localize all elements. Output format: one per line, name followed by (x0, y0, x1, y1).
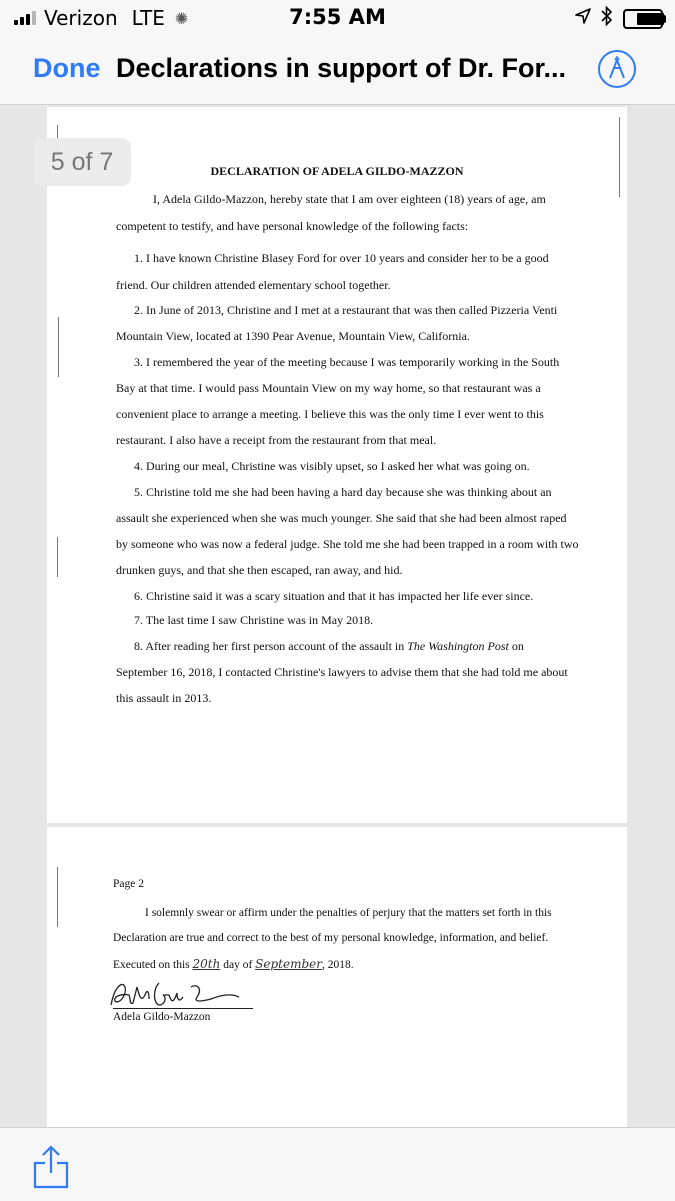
body-line: restaurant. I also have a receipt from the restaurant from that meal. (116, 433, 437, 447)
pdf-page (47, 107, 627, 823)
bottom-toolbar (0, 1127, 675, 1201)
body-line (134, 639, 524, 654)
signer-name: Adela Gildo-Mazzon (113, 1011, 211, 1023)
body-line: 7. The last time I saw Christine was in May 2018. (134, 613, 374, 627)
executed-line (113, 957, 354, 971)
body-line-text: 8. After reading her first person account of the assault in (134, 639, 405, 653)
declaration-heading: DECLARATION OF ADELA GILDO-MAZZON (210, 164, 464, 178)
body-line: 5. Christine told me she had been having a hard day because she was thinking about an (134, 485, 552, 499)
status-time: 7:55 AM (289, 5, 386, 29)
body-line: drunken guys, and that she then escaped, ran away, and hid. (116, 563, 403, 577)
network-type: LTE (131, 6, 165, 30)
executed-prefix: Executed on this (113, 959, 193, 971)
body-line: competent to testify, and have personal knowledge of the following facts: (116, 219, 469, 233)
share-button[interactable] (31, 1145, 71, 1189)
body-line: by someone who was now a federal judge. She told me she had been trapped in a room with two (116, 537, 579, 551)
bluetooth-icon (601, 6, 613, 31)
scan-mark (58, 317, 59, 377)
body-line: Bay at that time. I would pass Mountain View on my way home, so that restaurant was a (116, 381, 541, 395)
body-line: 3. I remembered the year of the meeting because I was temporarily working in the South (134, 355, 560, 369)
body-line: assault she experienced when she was much younger. She said that she had been almost raped (116, 511, 567, 525)
executed-year: , 2018. (322, 959, 354, 971)
newspaper-title: The Washington Post (407, 639, 509, 653)
pdf-page (47, 827, 627, 1127)
document-title: Declarations in support of Dr. For... (116, 53, 567, 83)
body-line: 2. In June of 2013, Christine and I met at a restaurant that was then called Pizzeria Venti (134, 303, 558, 317)
body-line: 4. During our meal, Christine was visibly upset, so I asked her what was going on. (134, 459, 530, 473)
pdf-viewer[interactable] (0, 105, 675, 1127)
share-icon (31, 1145, 71, 1189)
body-line: 1. I have known Christine Blasey Ford for over 10 years and consider her to be a good (134, 251, 549, 265)
body-line: friend. Our children attended elementary school together. (116, 278, 391, 292)
body-line: Mountain View, located at 1390 Pear Avenue, Mountain View, California. (116, 329, 470, 343)
body-line-tail: on (508, 639, 524, 653)
handwritten-signature (107, 975, 247, 1015)
scan-mark (57, 867, 58, 927)
scan-mark (619, 117, 620, 197)
body-line: convenient place to arrange a meeting. I believe this was the only time I ever went to this (116, 407, 544, 421)
signature-rule (113, 1008, 253, 1009)
markup-pen-icon (605, 56, 629, 84)
handwritten-month: September (255, 957, 322, 971)
activity-spinner-icon: ✺ (174, 8, 189, 28)
carrier-name: Verizon (44, 6, 118, 30)
markup-button[interactable] (598, 50, 636, 88)
executed-mid: day of (220, 959, 256, 971)
handwritten-day: 20th (192, 957, 221, 971)
location-arrow-icon (575, 8, 591, 29)
status-right (565, 6, 663, 31)
body-line: I, Adela Gildo-Mazzon, hereby state that I am over eighteen (18) years of age, am (153, 192, 546, 206)
oath-line: Declaration are true and correct to the best of my personal knowledge, information, and belief. (113, 932, 549, 944)
battery-icon (623, 9, 663, 29)
body-line: this assault in 2013. (116, 691, 212, 705)
done-button[interactable]: Done (33, 53, 101, 83)
navigation-bar (0, 36, 675, 105)
scan-mark (57, 537, 58, 577)
body-line: September 16, 2018, I contacted Christine's lawyers to advise them that she had told me about (116, 665, 568, 679)
status-bar (0, 0, 675, 36)
oath-line: I solemnly swear or affirm under the penalties of perjury that the matters set forth in this (145, 907, 552, 919)
body-line: 6. Christine said it was a scary situation and that it has impacted her life ever since. (134, 589, 534, 603)
page-label: Page 2 (113, 878, 144, 890)
page-indicator: 5 of 7 (33, 138, 131, 186)
